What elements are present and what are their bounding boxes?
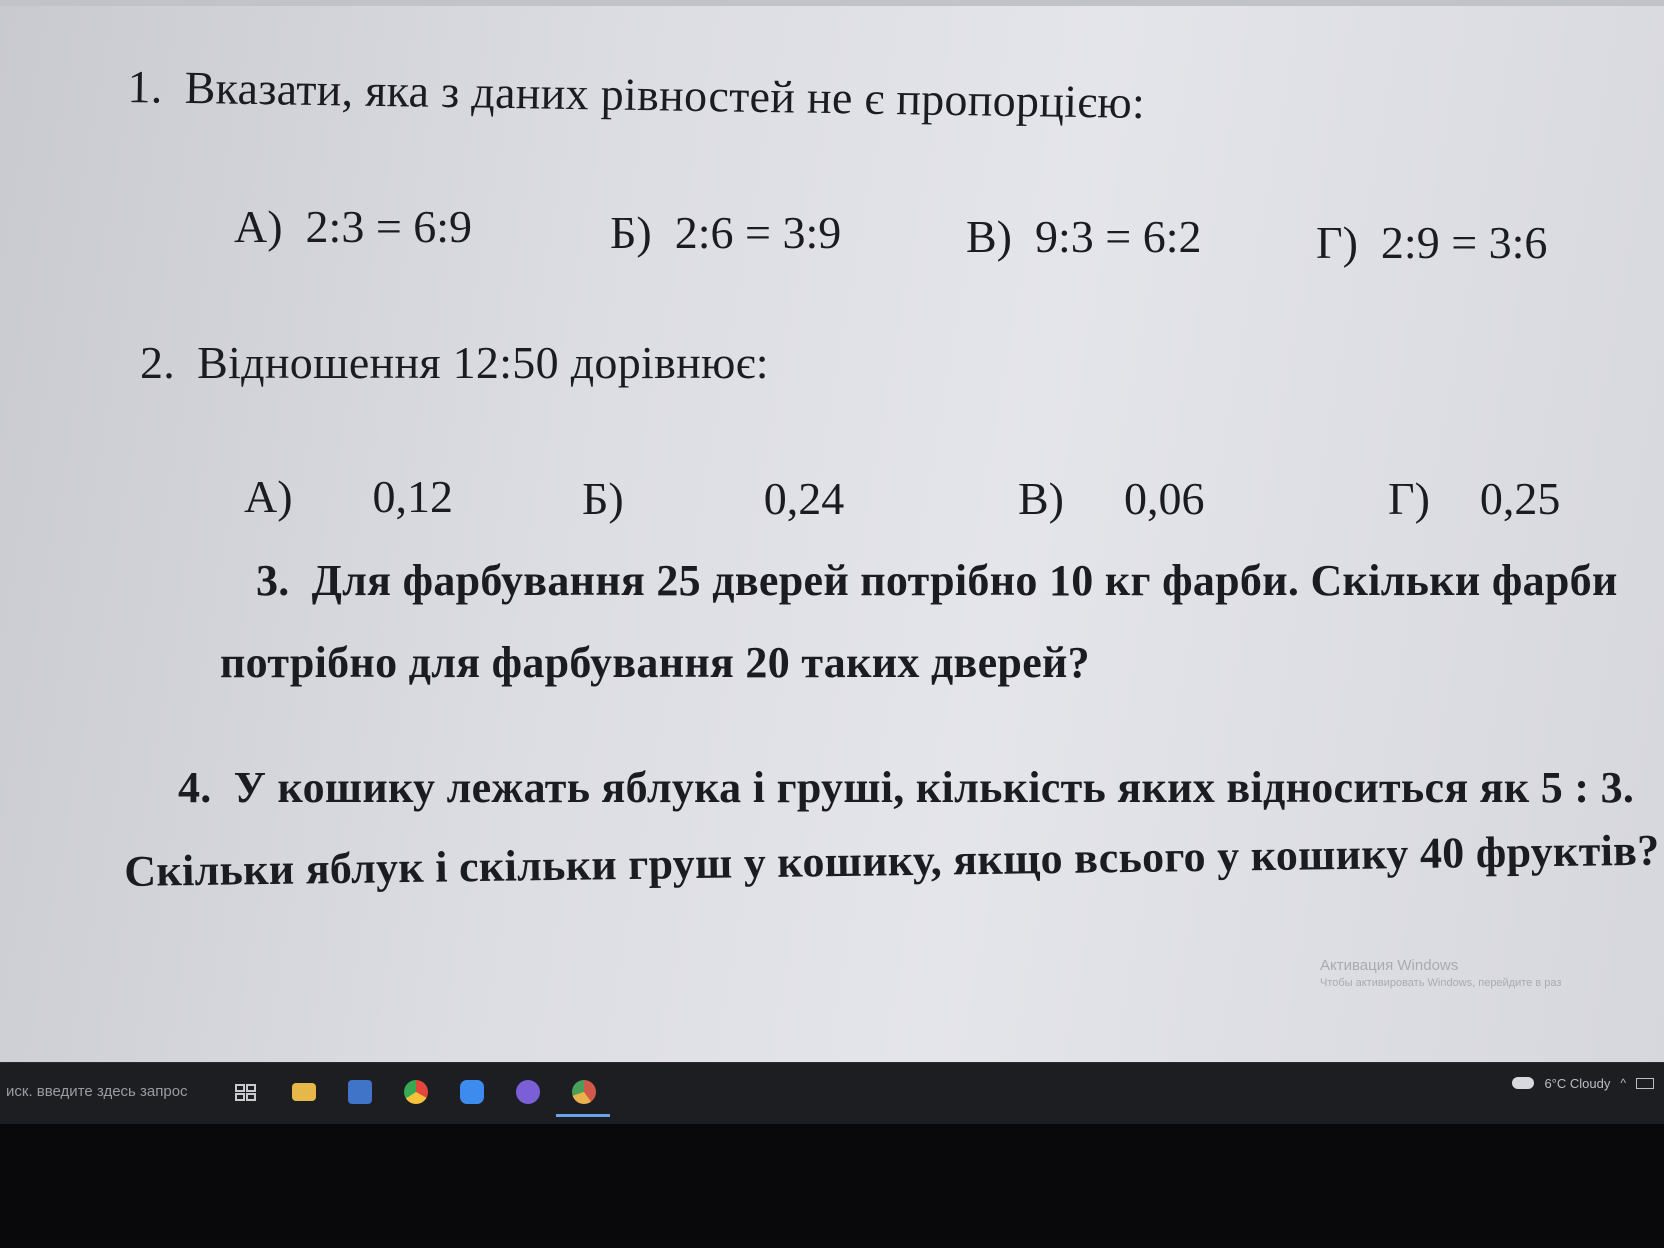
q2-option-g: Г) 0,25: [1388, 473, 1561, 524]
q1-option-v: В) 9:3 = 6:2: [966, 211, 1202, 262]
weather-label[interactable]: 6°C Cloudy: [1544, 1075, 1611, 1091]
windows-activation-watermark: [1320, 957, 1561, 989]
question-3-number: 3.: [256, 556, 290, 605]
question-3-text-line-1: Для фарбування 25 дверей потрібно 10 кг фарби. Скільки фарби: [311, 556, 1618, 605]
cloud-icon: [1512, 1077, 1534, 1089]
question-4-number: 4.: [178, 763, 212, 812]
taskbar-search-input[interactable]: иск. введите здесь запрос: [6, 1083, 188, 1100]
question-3-line-1: [256, 555, 1618, 606]
word-icon[interactable]: [342, 1074, 378, 1110]
viber-icon[interactable]: [510, 1074, 546, 1110]
q2-option-b: Б) 0,24: [582, 473, 845, 524]
question-4-text-line-2: Скільки яблук і скільки груш у кошику, якщо всього у кошику 40 фруктів?: [124, 825, 1660, 896]
question-2: [140, 336, 769, 389]
question-1-number: 1.: [127, 60, 164, 113]
zoom-icon[interactable]: [454, 1074, 490, 1110]
battery-icon[interactable]: [1636, 1078, 1654, 1089]
chevron-up-icon[interactable]: ^: [1620, 1076, 1626, 1090]
windows-taskbar: [0, 1062, 1664, 1125]
active-app-indicator: [556, 1114, 610, 1117]
chrome-icon[interactable]: [398, 1074, 434, 1110]
question-4-text-line-1: У кошику лежать яблука і груші, кількість яких відноситься як 5 : 3.: [233, 763, 1635, 812]
question-4-line-2: [124, 825, 1660, 897]
system-tray: [1512, 1063, 1654, 1103]
activation-title: Активация Windows: [1320, 957, 1459, 974]
chrome-active-icon[interactable]: [566, 1074, 602, 1110]
q2-option-a: А) 0,12: [244, 471, 454, 522]
question-4-line-1: [178, 762, 1634, 813]
question-3-text-line-2: потрібно для фарбування 20 таких дверей?: [220, 638, 1090, 687]
question-1-text: Вказати, яка з даних рівностей не є пропорцією:: [184, 61, 1146, 128]
monitor-bezel: [0, 1124, 1664, 1248]
activation-subtitle: Чтобы активировать Windows, перейдите в раз: [1320, 977, 1562, 989]
q1-option-g: Г) 2:9 = 3:6: [1316, 217, 1548, 268]
q1-option-b: Б) 2:6 = 3:9: [610, 207, 842, 258]
q1-option-a: А) 2:3 = 6:9: [234, 201, 473, 252]
question-2-text: Відношення 12:50 дорівнює:: [197, 337, 769, 388]
question-1: [127, 60, 1145, 129]
q2-option-v: В) 0,06: [1018, 473, 1205, 524]
task-view-icon[interactable]: [228, 1074, 264, 1110]
file-explorer-icon[interactable]: [286, 1074, 322, 1110]
question-3-line-2: [220, 637, 1090, 688]
question-2-number: 2.: [140, 337, 176, 388]
